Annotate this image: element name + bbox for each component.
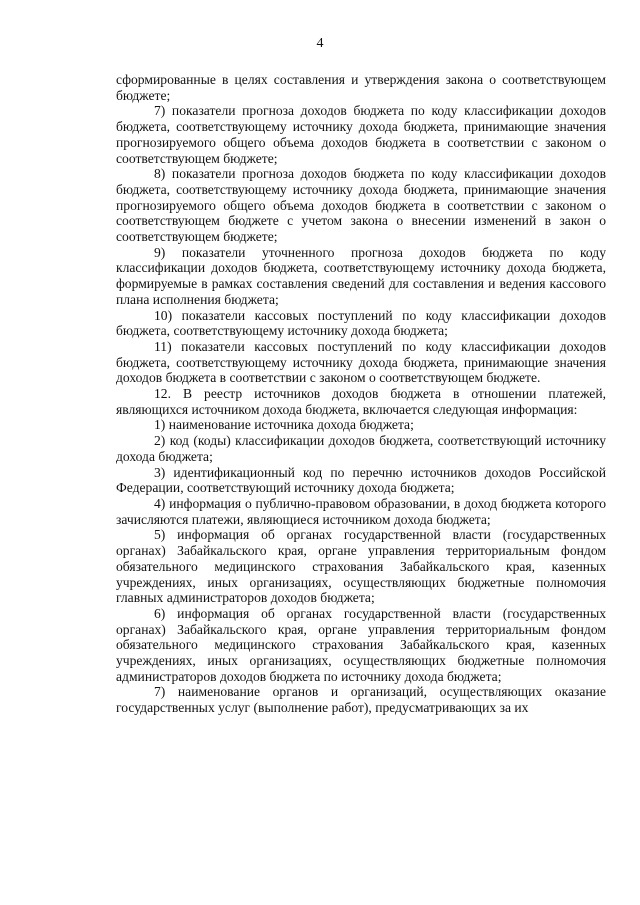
- paragraph: 6) информация об органах государственной власти (государственных органах) Забайкальского края, органе управления территориальным фондом обязательного медицинского страхования Забайкальского края, казенных учреждениях, иных организациях, осуществляющих бюджетные полномочия администраторов доходов бюджета по источнику дохода бюджета;: [116, 605, 606, 684]
- paragraph: сформированные в целях составления и утверждения закона о соответствующем бюджете;: [116, 72, 606, 103]
- page-number: 4: [316, 36, 324, 51]
- paragraph: 5) информация об органах государственной власти (государственных органах) Забайкальского края, органе управления территориальным фондом обязательного медицинского страхования Забайкальского края, казенных учреждениях, иных организациях, осуществляющих бюджетные полномочия главных администраторов доходов бюджета;: [116, 527, 606, 606]
- paragraph: 7) наименование органов и организаций, осуществляющих оказание государственных услуг (выполнение работ), предусматривающих за их: [116, 684, 606, 716]
- paragraph: 7) показатели прогноза доходов бюджета по коду классификации доходов бюджета, соответствующему источнику дохода бюджета, принимающие значения прогнозируемого общего объема доходов бюджета в соответствии с законом о соответствующем бюджете;: [116, 103, 606, 166]
- paragraph: 11) показатели кассовых поступлений по коду классификации доходов бюджета, соответствующему источнику дохода бюджета, принимающие значения доходов бюджета в соответствии с законом о соответствующем бюджете.: [116, 338, 606, 386]
- paragraph: 4) информация о публично-правовом образовании, в доход бюджета которого зачисляются платежи, являющиеся источником дохода бюджета;: [116, 495, 606, 527]
- paragraph: 8) показатели прогноза доходов бюджета по коду классификации доходов бюджета, соответствующему источнику дохода бюджета, принимающие значения прогнозируемого общего объема доходов бюджета в соответствии с законом о соответствующем бюджете с учетом закона о внесении изменений в закон о соответствующем бюджете;: [116, 166, 606, 245]
- document-body: [116, 72, 606, 716]
- paragraph: 10) показатели кассовых поступлений по коду классификации доходов бюджета, соответствующему источнику дохода бюджета;: [116, 307, 606, 339]
- paragraph: 2) код (коды) классификации доходов бюджета, соответствующий источнику дохода бюджета;: [116, 433, 606, 464]
- paragraph: 1) наименование источника дохода бюджета;: [154, 417, 414, 433]
- paragraph: 3) идентификационный код по перечню источников доходов Российской Федерации, соответствующий источнику дохода бюджета;: [116, 464, 606, 496]
- paragraph: 12. В реестр источников доходов бюджета в отношении платежей, являющихся источником дохода бюджета, включается следующая информация:: [116, 386, 606, 417]
- paragraph: 9) показатели уточненного прогноза доходов бюджета по коду классификации доходов бюджета, соответствующему источнику дохода бюджета, формируемые в рамках составления сведений для составления и ведения кассового плана исполнения бюджета;: [116, 244, 606, 307]
